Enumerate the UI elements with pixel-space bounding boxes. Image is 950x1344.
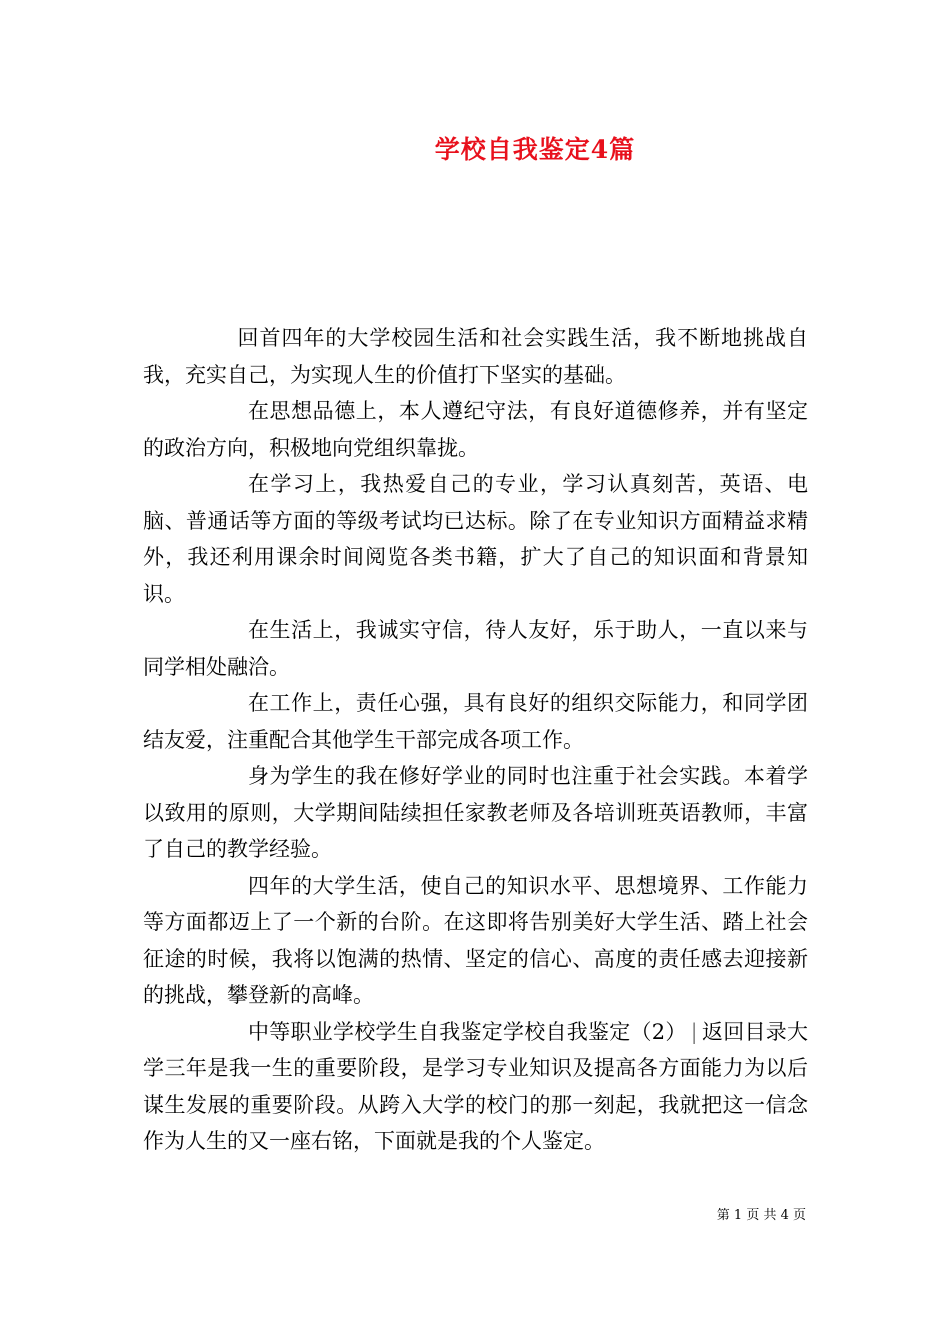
paragraph: 四年的大学生活，使自己的知识水平、思想境界、工作能力等方面都迈上了一个新的台阶。在这即将告别美好大学生活、踏上社会征途的时候，我将以饱满的热情、坚定的信心、高度的责任感去迎接新的挑战，攀登新的高峰。 [143,873,808,1007]
document-body [143,320,808,1160]
paragraph: 回首四年的大学校园生活和社会实践生活，我不断地挑战自我，充实自己，为实现人生的价值打下坚实的基础。 [143,326,808,387]
paragraph: 在思想品德上，本人遵纪守法，有良好道德修养，并有坚定的政治方向，积极地向党组织靠拢。 [143,399,808,460]
paragraph: 身为学生的我在修好学业的同时也注重于社会实践。本着学以致用的原则，大学期间陆续担任家教老师及各培训班英语教师，丰富了自己的教学经验。 [143,764,808,861]
document-title: 学校自我鉴定4篇 [434,135,636,164]
section-body: 大学三年是我一生的重要阶段，是学习专业知识及提高各方面能力为以后谋生发展的重要阶段。从跨入大学的校门的那一刻起，我就把这一信念作为人生的又一座右铭，下面就是我的个人鉴定。 [143,1019,809,1153]
back-to-toc-link[interactable]: 返回目录 [701,1019,788,1044]
section-paragraph [143,1014,808,1160]
paragraph: 在工作上，责任心强，具有良好的组织交际能力，和同学团结友爱，注重配合其他学生干部完成各项工作。 [143,691,808,752]
paragraph: 在学习上，我热爱自己的专业，学习认真刻苦，英语、电脑、普通话等方面的等级考试均已达标。除了在专业知识方面精益求精外，我还利用课余时间阅览各类书籍，扩大了自己的知识面和背景知识。 [143,472,808,606]
paragraph: 在生活上，我诚实守信，待人友好，乐于助人，一直以来与同学相处融洽。 [143,618,808,679]
section-separator: | [690,1019,698,1044]
section-heading: 中等职业学校学生自我鉴定学校自我鉴定（2） [248,1019,687,1044]
page-footer: 第 1 页 共 4 页 [716,1208,806,1223]
